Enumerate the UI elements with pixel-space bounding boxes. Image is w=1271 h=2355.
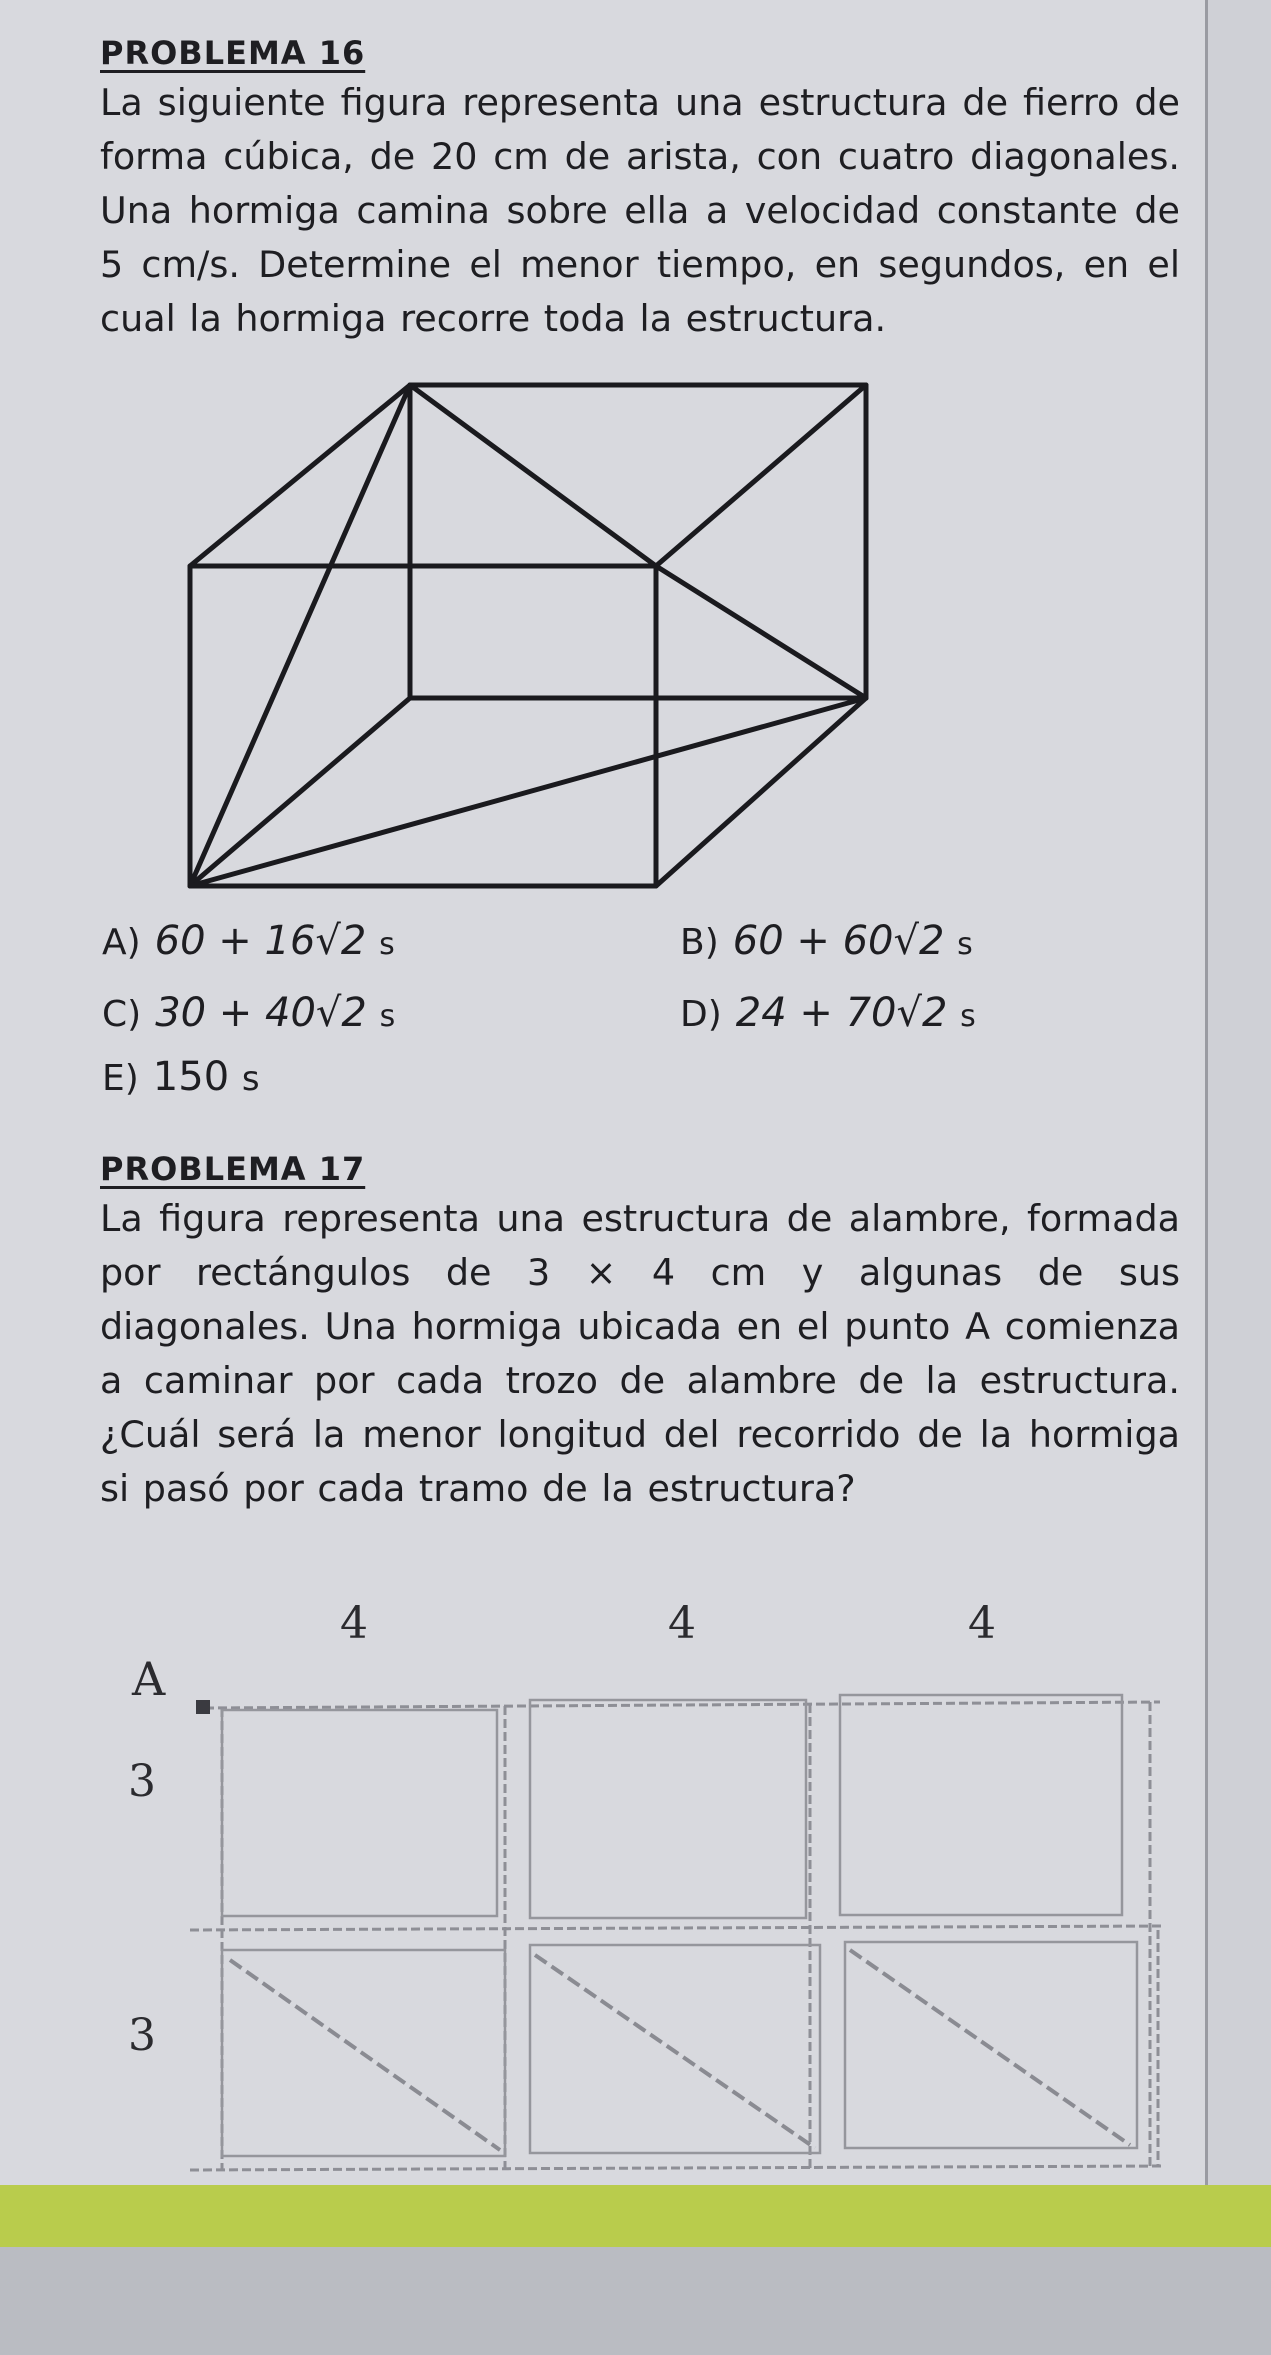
problem-16-statement: La siguiente figura representa una estructura de fierro de forma cúbica, de 20 cm de arista, con cuatro diagonales. Una hormiga camina sobre ella a velocidad constante de 5 cm/s. Determine el menor tiempo, en segundos, en el cual la hormiga recorre toda la estructura. — [100, 81, 1180, 340]
option-b-unit: s — [957, 927, 973, 962]
option-e-value: 150 — [152, 1054, 230, 1100]
point-a-marker — [196, 1700, 210, 1714]
problem-17-heading: PROBLEMA 17 — [100, 1150, 366, 1188]
option-c-letter: C) — [102, 994, 142, 1035]
option-b-letter: B) — [680, 922, 719, 963]
problem-16-heading: PROBLEMA 16 — [100, 34, 366, 72]
height-label-2: 3 — [128, 2010, 156, 2061]
width-label-1: 4 — [340, 1598, 368, 1649]
background-surface — [0, 2247, 1271, 2355]
option-a-unit: s — [379, 927, 395, 962]
option-a[interactable] — [102, 918, 395, 964]
option-e-letter: E) — [102, 1058, 139, 1099]
problem-16-options — [0, 0, 1271, 1100]
option-a-value: 60 + 16√2 — [154, 918, 367, 964]
width-label-3: 4 — [968, 1598, 996, 1649]
option-b[interactable] — [680, 918, 973, 964]
width-label-2: 4 — [668, 1598, 696, 1649]
option-e[interactable] — [102, 1054, 260, 1100]
option-d-letter: D) — [680, 994, 722, 1035]
option-c[interactable] — [102, 990, 395, 1036]
height-label-1: 3 — [128, 1756, 156, 1807]
option-e-unit: s — [241, 1059, 260, 1099]
option-c-unit: s — [379, 999, 396, 1034]
option-a-letter: A) — [102, 922, 141, 963]
option-d[interactable] — [680, 990, 976, 1036]
wire-grid-figure — [0, 1640, 1271, 2200]
option-d-unit: s — [960, 999, 976, 1034]
option-c-value: 30 + 40√2 — [155, 990, 367, 1036]
option-b-value: 60 + 60√2 — [732, 918, 945, 964]
problem-17 — [100, 1150, 1180, 1516]
problem-17-statement: La figura representa una estructura de alambre, formada por rectángulos de 3 × 4 cm y algunas de sus diagonales. Una hormiga ubicada en el punto A comienza a caminar por cada trozo de alambre de la estructura. ¿Cuál será la menor longitud del recorrido de la hormiga si pasó por cada tramo de la estructura? — [100, 1197, 1180, 1510]
point-a-label: A — [132, 1652, 166, 1706]
option-d-value: 24 + 70√2 — [735, 990, 948, 1036]
